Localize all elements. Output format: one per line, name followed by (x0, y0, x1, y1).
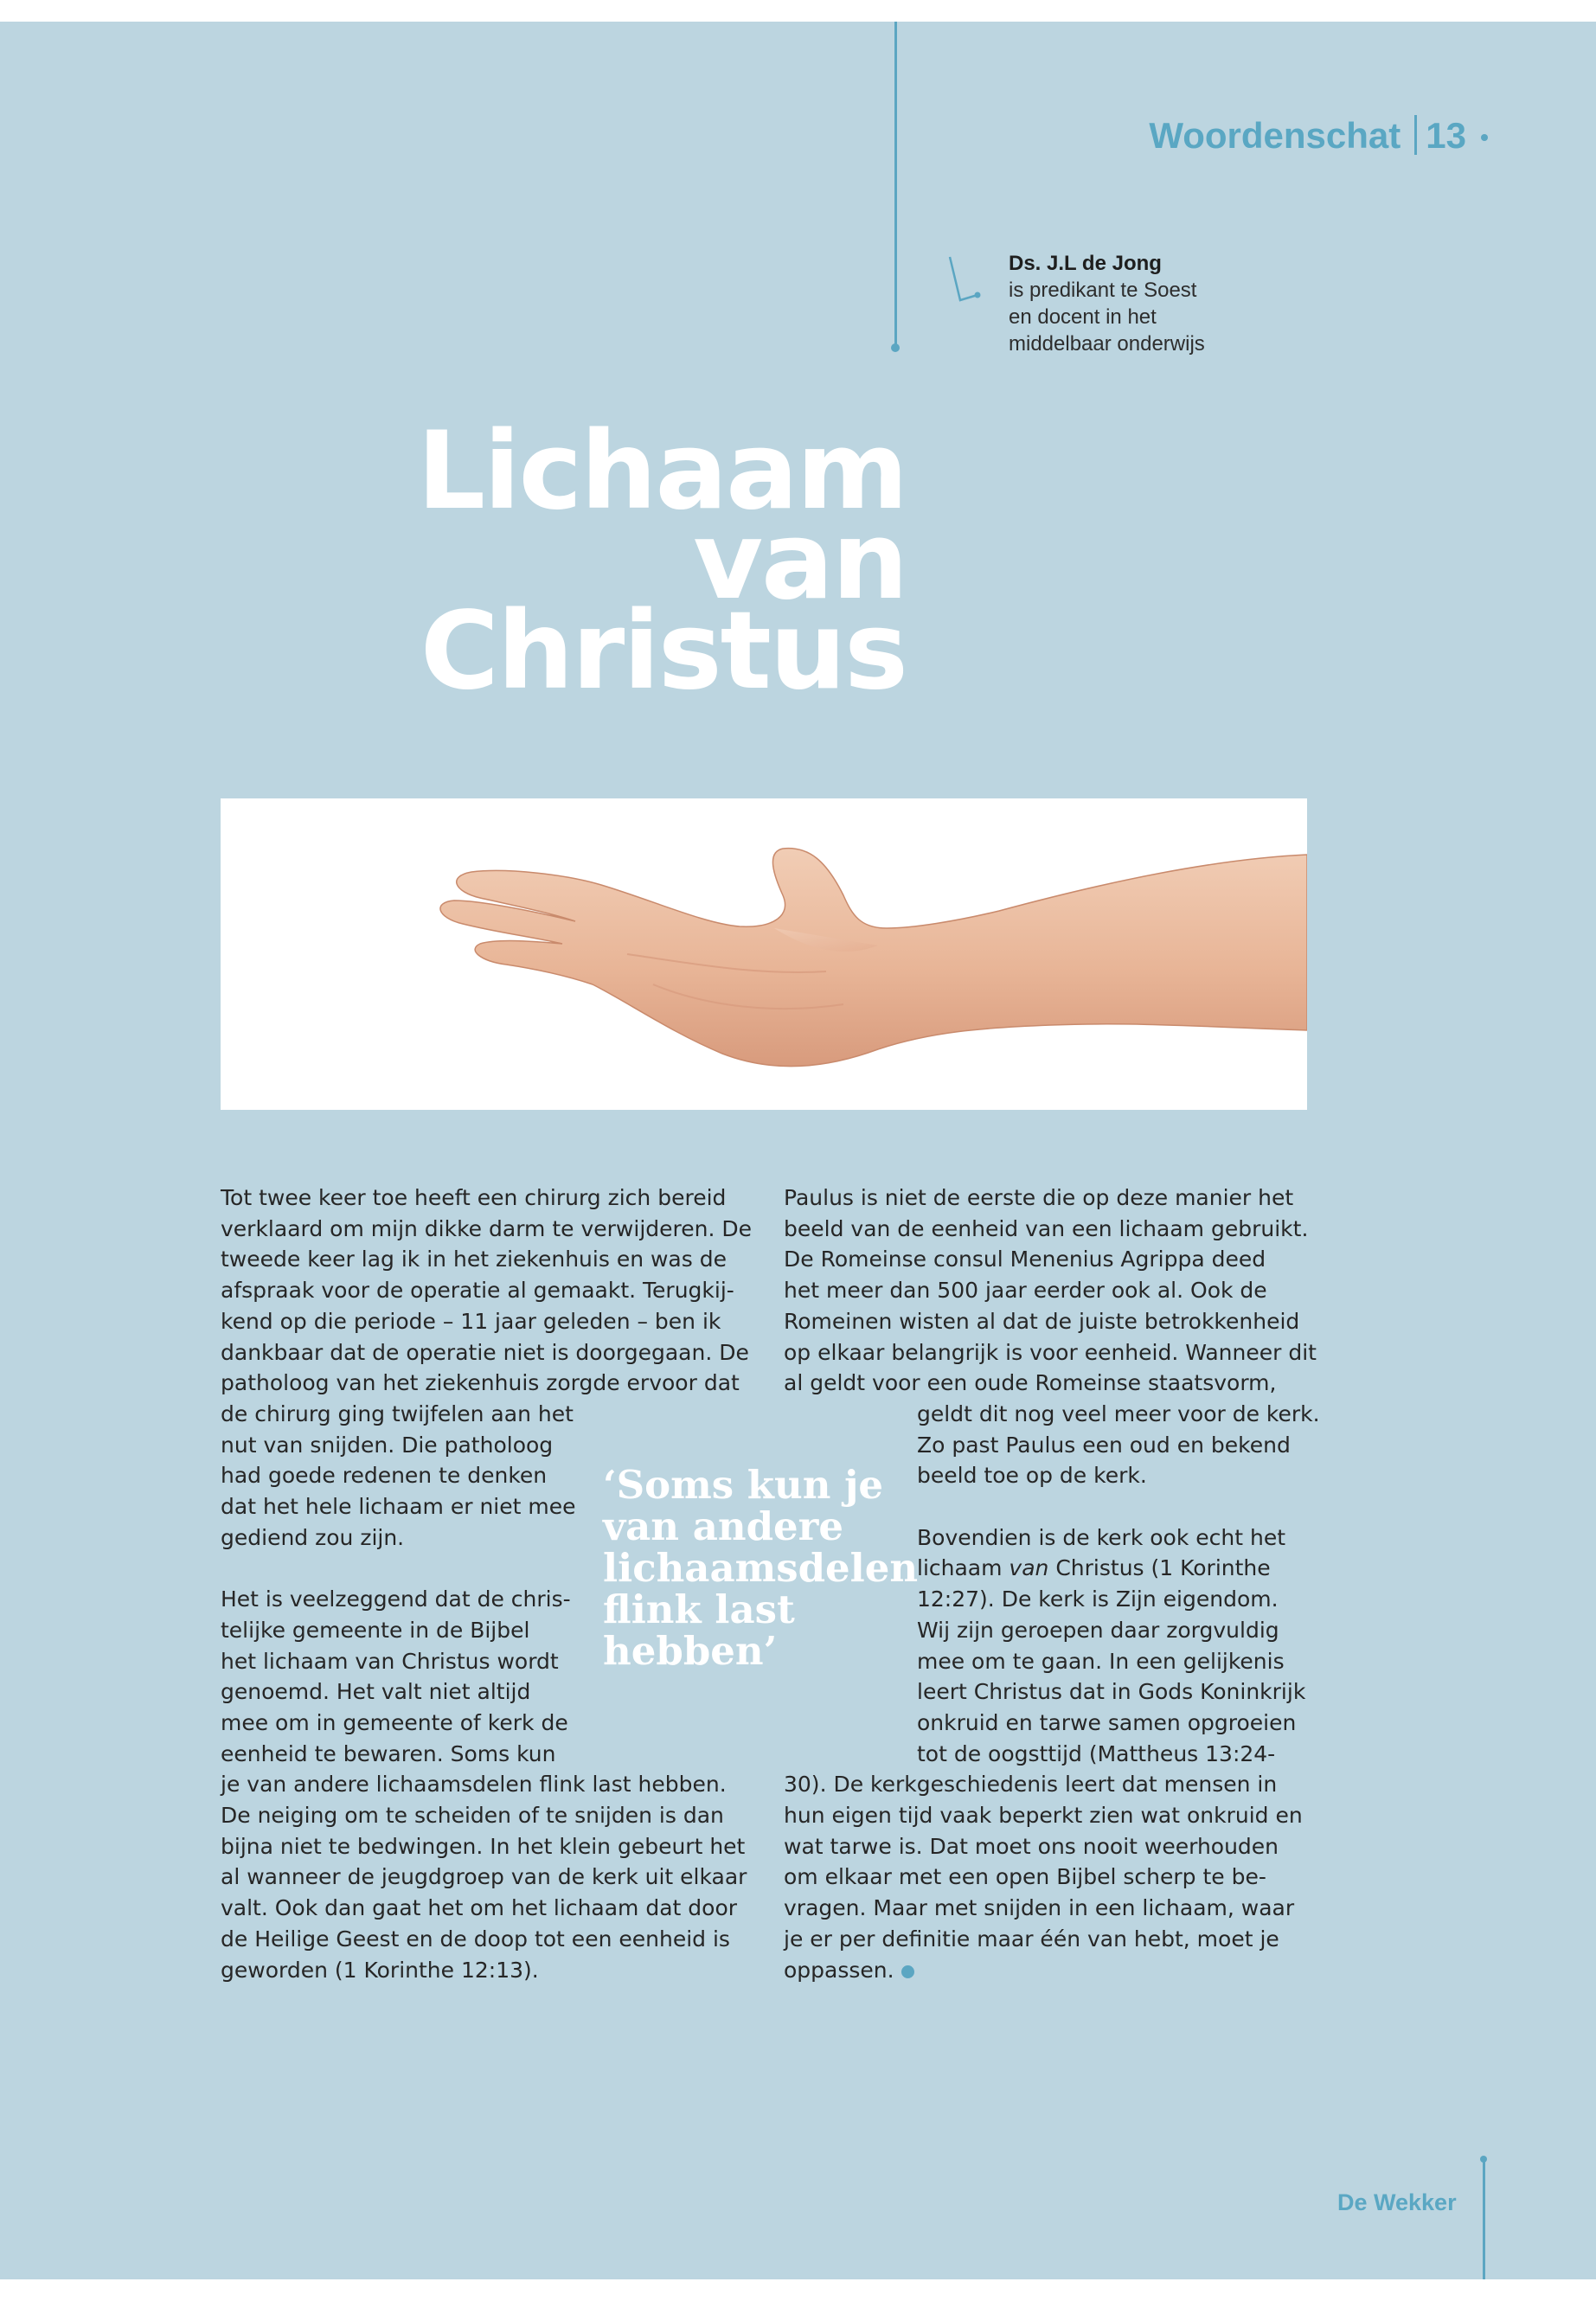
footer-rule-line (1483, 2159, 1485, 2279)
body-text-final: oppassen. (784, 1957, 894, 1983)
pull-quote-line: flink last (603, 1586, 795, 1632)
paragraph-break (784, 1491, 1320, 1522)
emphasis: van (1009, 1555, 1049, 1581)
section-title: Woordenschat (1149, 115, 1401, 156)
body-text-line: 12:27). De kerk is Zijn eigendom. (917, 1586, 1279, 1612)
hand-illustration (221, 798, 1307, 1110)
body-text-line: beeld toe op de kerk. (917, 1463, 1147, 1489)
author-box (1009, 250, 1294, 357)
pull-quote-line: van andere (603, 1503, 843, 1549)
body-text-line: je er per definitie maar één van hebt, moet je (784, 1926, 1279, 1952)
body-text-line: verklaard om mijn dikke darm te verwijderen. De (221, 1215, 752, 1241)
body-text-line: vragen. Maar met snijden in een lichaam, waar (784, 1895, 1295, 1921)
title-line: Christus (420, 589, 907, 714)
body-text-line: patholoog van het ziekenhuis zorgde ervoor dat (221, 1370, 740, 1396)
author-bio-line: is predikant te Soest (1009, 279, 1197, 302)
body-text-line: mee om in gemeente of kerk de (221, 1709, 568, 1735)
pull-quote-line: ‘Soms kun je (603, 1462, 883, 1508)
body-text-line: gediend zou zijn. (221, 1524, 405, 1550)
body-text-line: dat het hele lichaam er niet mee (221, 1494, 576, 1520)
body-text-line: bijna niet te bedwingen. In het klein gebeurt het (221, 1833, 746, 1859)
body-text-line: 30). De kerkgeschiedenis leert dat mensen in (784, 1772, 1278, 1798)
author-bio-line: middelbaar onderwijs (1009, 332, 1205, 356)
body-text-line: valt. Ook dan gaat het om het lichaam dat door (221, 1895, 738, 1921)
body-text-line: al geldt voor een oude Romeinse staatsvorm, (784, 1370, 1277, 1396)
page-number: 13 (1426, 115, 1466, 156)
body-text-line: het lichaam van Christus wordt (221, 1648, 559, 1674)
body-text-line: Het is veelzeggend dat de chris- (221, 1586, 571, 1612)
body-text-line: kend op die periode – 11 jaar geleden – ben ik (221, 1308, 721, 1334)
body-text-line: nut van snijden. Die patholoog (221, 1432, 554, 1458)
section-header (1149, 115, 1466, 157)
body-text-line: de Heilige Geest en de doop tot een eenheid is (221, 1926, 730, 1952)
top-rule-dot (891, 343, 900, 352)
body-text-line: mee om te gaan. In een gelijkenis (917, 1648, 1285, 1674)
body-text-line: om elkaar met een open Bijbel scherp te be- (784, 1864, 1266, 1890)
title-line: Lichaam (417, 409, 907, 534)
body-text-line: tot de oogsttijd (Mattheus 13:24- (917, 1740, 1276, 1766)
body-text-line: dankbaar dat de operatie niet is doorgegaan. De (221, 1339, 749, 1365)
body-text-line: al wanneer de jeugdgroep van de kerk uit elkaar (221, 1864, 747, 1890)
pull-quote-line: lichaamsdelen (603, 1545, 919, 1591)
author-name: Ds. J.L de Jong (1009, 252, 1162, 275)
body-text-line: op elkaar belangrijk is voor eenheid. Wanneer dit (784, 1339, 1317, 1365)
hand-photo (221, 798, 1307, 1110)
article-title (417, 409, 907, 714)
body-text-line: De neiging om te scheiden of te snijden is dan (221, 1803, 724, 1829)
body-text-line: tweede keer lag ik in het ziekenhuis en was de (221, 1247, 727, 1272)
header-separator (1414, 115, 1417, 155)
body-text-line: telijke gemeente in de Bijbel (221, 1617, 530, 1643)
body-text-line: het meer dan 500 jaar eerder ook al. Ook de (784, 1278, 1267, 1304)
magazine-name: De Wekker (1337, 2189, 1457, 2215)
body-text-line: geworden (1 Korinthe 12:13). (221, 1957, 539, 1983)
body-text-line: had goede redenen te denken (221, 1463, 548, 1489)
body-text-line: wat tarwe is. Dat moet ons nooit weerhouden (784, 1833, 1279, 1859)
author-pointer-icon (948, 255, 983, 307)
title-line: van (693, 499, 907, 624)
body-text-line: Zo past Paulus een oud en bekend (917, 1432, 1291, 1458)
body-text-line: genoemd. Het valt niet altijd (221, 1679, 531, 1705)
body-text-line: de chirurg ging twijfelen aan het (221, 1400, 574, 1426)
body-text-line: De Romeinse consul Menenius Agrippa deed (784, 1247, 1266, 1272)
body-text-line: eenheid te bewaren. Soms kun (221, 1740, 556, 1766)
body-text-line: geldt dit nog veel meer voor de kerk. (917, 1400, 1320, 1426)
body-text-fragment: lichaam van Christus (1 Korinthe (917, 1555, 1271, 1581)
magazine-page (0, 22, 1596, 2279)
body-text-line (784, 1955, 1320, 1986)
header-separator-dot (1481, 134, 1488, 141)
body-text-line (784, 1553, 1320, 1584)
body-text-line: hun eigen tijd vaak beperkt zien wat onkruid en (784, 1803, 1303, 1829)
body-text-line: beeld van de eenheid van een lichaam gebruikt. (784, 1215, 1309, 1241)
body-text-line: afspraak voor de operatie al gemaakt. Terugkij- (221, 1278, 734, 1304)
body-text-line: Tot twee keer toe heeft een chirurg zich bereid (221, 1185, 727, 1210)
body-text-line: Wij zijn geroepen daar zorgvuldig (917, 1617, 1279, 1643)
body-text-line: Bovendien is de kerk ook echt het (917, 1524, 1286, 1550)
body-text-line: leert Christus dat in Gods Koninkrijk (917, 1679, 1306, 1705)
article-column-right (784, 1183, 1320, 1985)
top-rule-line (894, 22, 897, 346)
body-text-line: je van andere lichaamsdelen flink last hebben. (221, 1772, 727, 1798)
body-text-line: Romeinen wisten al dat de juiste betrokkenheid (784, 1308, 1300, 1334)
pull-quote-line: hebben’ (603, 1628, 778, 1674)
body-text-line: onkruid en tarwe samen opgroeien (917, 1709, 1297, 1735)
author-bio-line: en docent in het (1009, 305, 1157, 329)
body-text-line: Paulus is niet de eerste die op deze manier het (784, 1185, 1294, 1210)
end-mark-icon (901, 1965, 914, 1978)
